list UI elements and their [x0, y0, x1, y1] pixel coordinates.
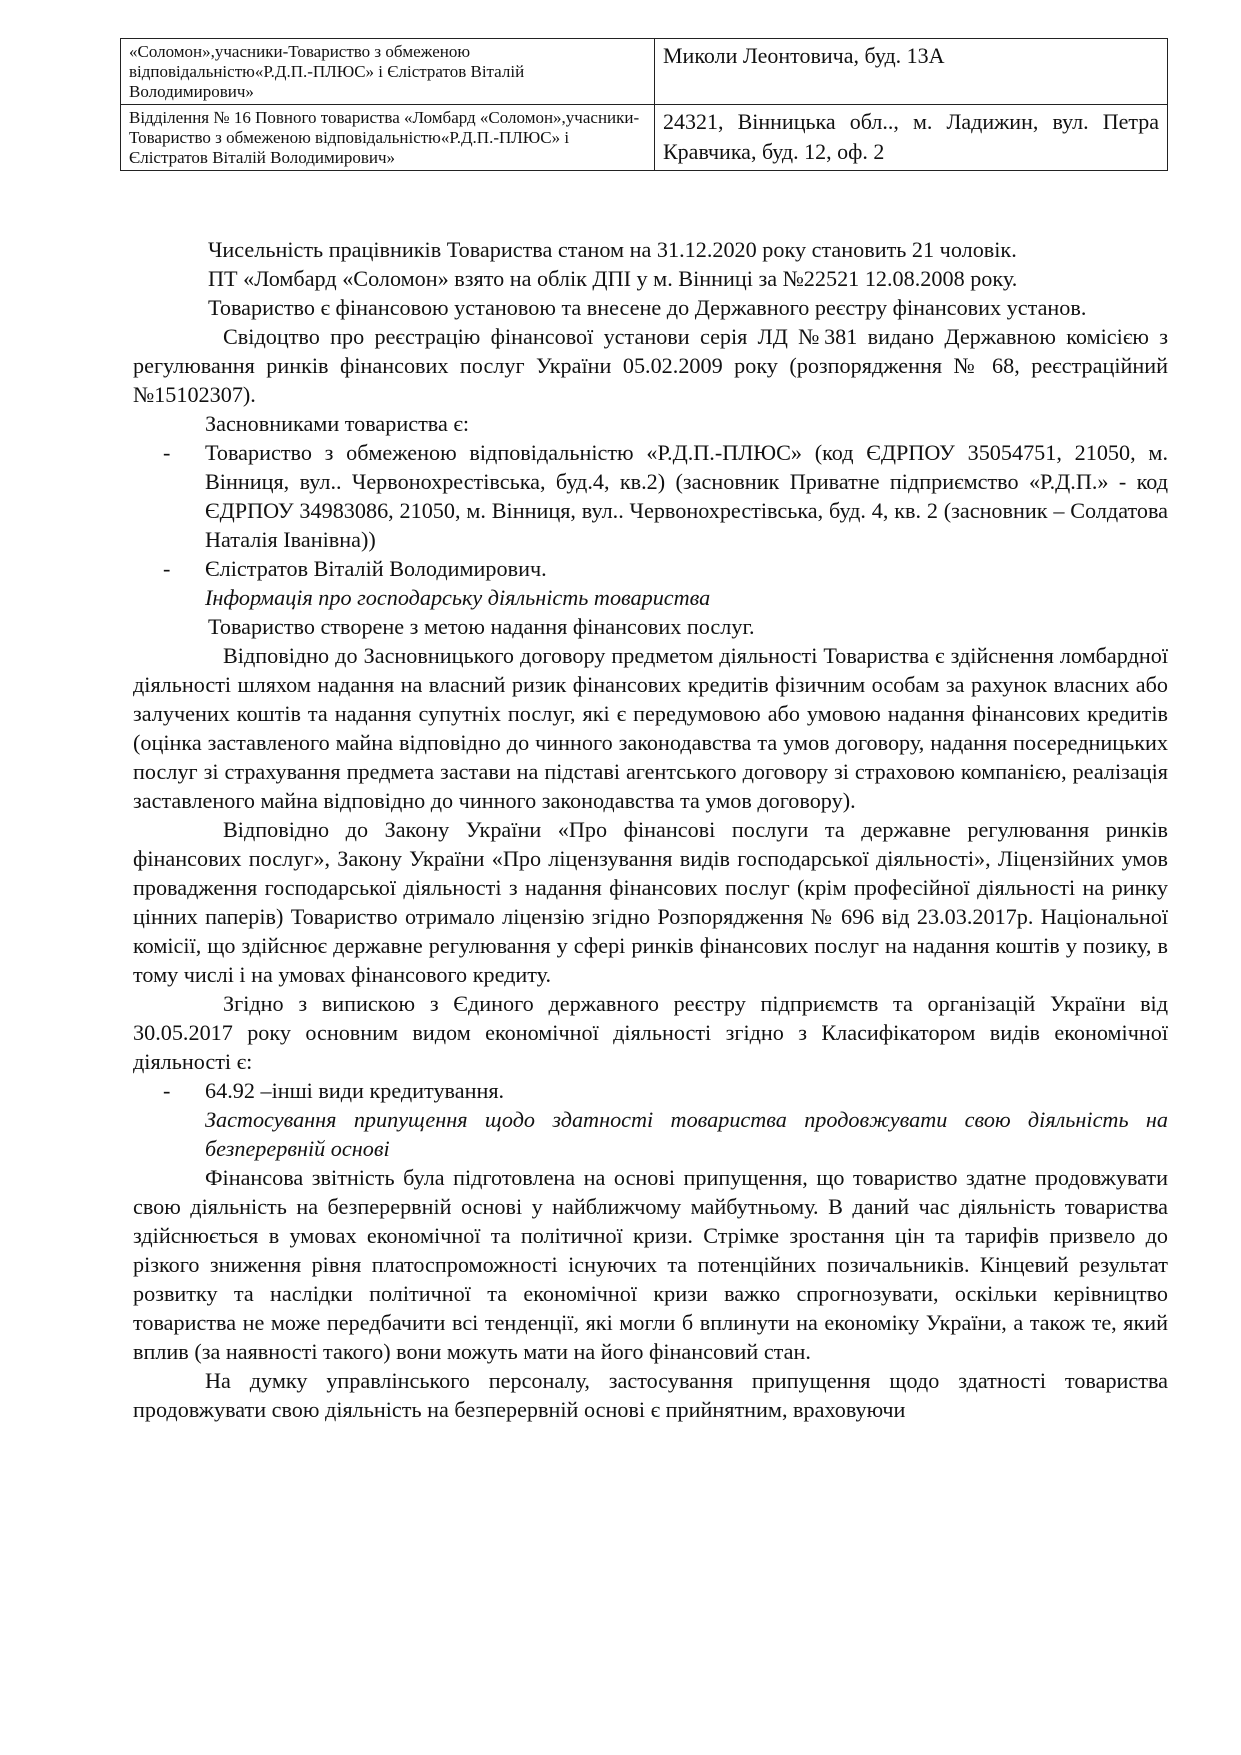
registry-paragraph: Згідно з випискою з Єдиного державного реєстру підприємств та організацій України від 30.05.2017 року основним видом економічної діяльності згідно з Класифікатором видів економічної діяльності є:	[133, 991, 1168, 1074]
list-item: - 64.92 –інші види кредитування.	[205, 1076, 1168, 1105]
document-body	[133, 235, 1168, 1424]
certificate-paragraph: Свідоцтво про реєстрацію фінансової установи серія ЛД №381 видано Державною комісією з регулювання ринків фінансових послуг України 05.02.2009 року (розпорядження № 68, реєстраційний №15102307).	[133, 324, 1168, 407]
purpose-paragraph: Товариство створене з метою надання фінансових послуг.	[208, 614, 755, 639]
tax-registration-paragraph: ПТ «Ломбард «Соломон» взято на облік ДПІ у м. Вінниці за №22521 12.08.2008 року.	[208, 266, 1018, 291]
table-row	[121, 105, 1168, 171]
branch-address-cell: 24321, Вінницька обл.., м. Ладижин, вул. Петра Кравчика, буд. 12, оф. 2	[655, 105, 1168, 171]
branch-name-cell: Відділення № 16 Повного товариства «Ломбард «Соломон»,учасники-Товариство з обмеженою відповідальністю«Р.Д.П.-ПЛЮС» і Єлістратов Віталій Володимирович»	[121, 105, 655, 171]
financial-institution-paragraph: Товариство є фінансовою установою та внесене до Державного реєстру фінансових установ.	[208, 295, 1087, 320]
section-heading: Застосування припущення щодо здатності товариства продовжувати свою діяльність на безперервній основі	[205, 1107, 1168, 1161]
branch-name-cell: «Соломон»,учасники-Товариство з обмеженою відповідальністю«Р.Д.П.-ПЛЮС» і Єлістратов Віталій Володимирович»	[121, 39, 655, 105]
list-item: - Єлістратов Віталій Володимирович.	[205, 554, 1168, 583]
employees-paragraph: Чисельність працівників Товариства станом на 31.12.2020 року становить 21 чоловік.	[208, 237, 1017, 262]
going-concern-paragraph: Фінансова звітність була підготовлена на основі припущення, що товариство здатне продовжувати свою діяльність на безперервній основі у найближчому майбутньому. В даний час діяльність товариства здійснюється в умовах економічної та політичної кризи. Стрімке зростання цін та тарифів призвело до різкого зниження рівня платоспроможності існуючих та потенційних позичальників. Кінцевий результат розвитку та наслідки політичної та економічної кризи важко спрогнозувати, оскільки керівництво товариства не може передбачити всі тенденції, які могли б вплинути на економіку України, а також те, який вплив (за наявності такого) вони можуть мати на його фінансовий стан.	[133, 1165, 1168, 1364]
license-paragraph: Відповідно до Закону України «Про фінансові послуги та державне регулювання ринків фінансових послуг», Закону України «Про ліцензування видів господарської діяльності», Ліцензійних умов провадження господарської діяльності з надання фінансових послуг (крім професійної діяльності на ринку цінних паперів) Товариство отримало ліцензію згідно Розпорядження № 696 від 23.03.2017р. Національної комісії, що здійснює державне регулювання у сфері ринків фінансових послуг на надання коштів у позику, в тому числі і на умовах фінансового кредиту.	[133, 817, 1168, 987]
kved-list	[133, 1076, 1168, 1105]
founders-list	[133, 438, 1168, 583]
branch-address-cell: Миколи Леонтовича, буд. 13А	[655, 39, 1168, 105]
founders-intro: Засновниками товариства є:	[205, 411, 470, 436]
management-opinion-paragraph: На думку управлінського персоналу, застосування припущення щодо здатності товариства продовжувати свою діяльність на безперервній основі є прийнятним, враховуючи	[133, 1368, 1168, 1422]
list-item: - Товариство з обмеженою відповідальністю «Р.Д.П.-ПЛЮС» (код ЄДРПОУ 35054751, 21050, м. Вінниця, вул.. Червонохрестівська, буд.4, кв.2) (засновник Приватне підприємство «Р.Д.П.» - код ЄДРПОУ 34983086, 21050, м. Вінниця, вул.. Червонохрестівська, буд. 4, кв. 2 (засновник – Солдатова Наталія Іванівна))	[205, 438, 1168, 554]
table-row	[121, 39, 1168, 105]
section-heading: Інформація про господарську діяльність товариства	[205, 585, 711, 610]
branches-table	[120, 38, 1168, 171]
activity-paragraph: Відповідно до Засновницького договору предметом діяльності Товариства є здійснення ломбардної діяльності шляхом надання на власний ризик фінансових кредитів фізичним особам за рахунок власних або залучених коштів та надання супутніх послуг, які є передумовою або умовою надання фінансових кредитів (оцінка заставленого майна відповідно до чинного законодавства та умов договору, надання посередницьких послуг зі страхування предмета застави на підставі агентського договору зі страховою компанією, реалізація заставленого майна відповідно до чинного законодавства та умов договору).	[133, 643, 1168, 813]
